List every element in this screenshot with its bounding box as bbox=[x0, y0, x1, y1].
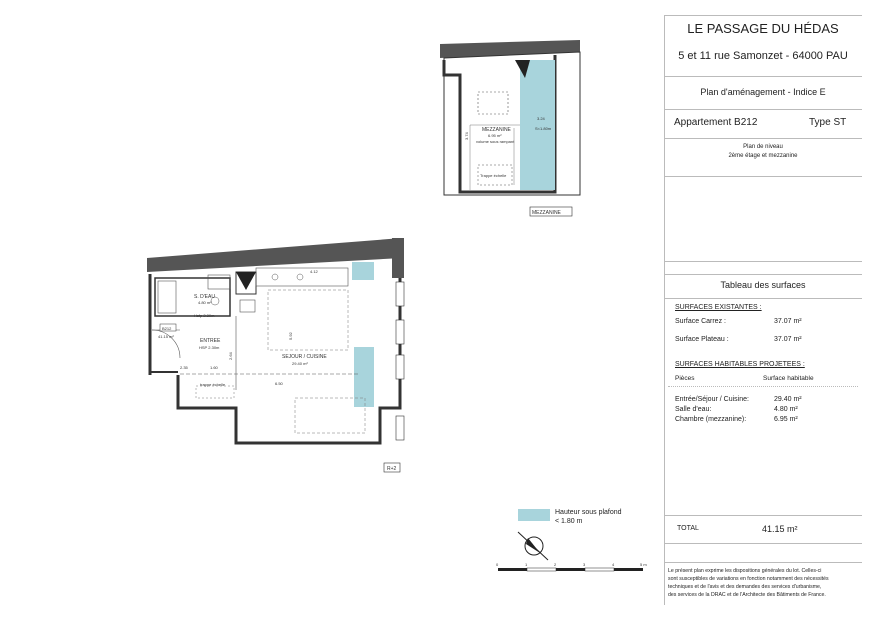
level-plan bbox=[147, 238, 404, 472]
col-rooms: Pièces bbox=[675, 375, 695, 382]
scale-tick: 2 bbox=[554, 562, 557, 567]
level-line2: 2ème étage et mezzanine bbox=[728, 153, 798, 159]
apartment-label: Appartement B212 bbox=[674, 117, 758, 128]
carrez-value: 37.07 m² bbox=[774, 318, 802, 325]
low-ceiling-zone-1 bbox=[352, 262, 374, 280]
level-tag: R+2 bbox=[387, 466, 397, 472]
disclaimer bbox=[668, 567, 862, 599]
carrez-label: Surface Carrez : bbox=[675, 318, 726, 325]
dim-160: 1.60 bbox=[210, 365, 218, 370]
existing-header: SURFACES EXISTANTES : bbox=[675, 304, 762, 311]
mezz-ladder-label: Trappe échelle bbox=[480, 173, 507, 178]
north-arrow-icon bbox=[518, 532, 548, 560]
mezz-side-label: S<1.80m bbox=[535, 126, 552, 131]
living-label: SEJOUR / CUISINE bbox=[282, 354, 327, 360]
mezz-room-note: volume sous rampant bbox=[476, 139, 515, 144]
legend-text bbox=[555, 508, 622, 526]
scale-bar bbox=[496, 562, 647, 571]
room-area: 4.80 m² bbox=[774, 406, 798, 413]
disclaimer-line: Le présent plan exprime les dispositions générales du lot. Celles-ci bbox=[668, 568, 822, 574]
projected-header: SURFACES HABITABLES PROJETEES : bbox=[675, 361, 805, 368]
plan-index: Plan d'aménagement - Indice E bbox=[700, 87, 826, 97]
stair-label: trappe échelle bbox=[200, 382, 226, 387]
scale-tick: 0 bbox=[496, 562, 499, 567]
total-value: 41.15 m² bbox=[762, 524, 798, 534]
entry-label: ENTREE bbox=[200, 338, 221, 344]
disclaimer-line: des services de la DRAC et de l'Architecte des Bâtiments de France. bbox=[668, 592, 826, 598]
total-label: TOTAL bbox=[677, 525, 699, 532]
legend-line2: < 1.80 m bbox=[555, 518, 583, 525]
low-ceiling-zone-mezzanine bbox=[520, 60, 555, 190]
project-address: 5 et 11 rue Samonzet - 64000 PAU bbox=[678, 50, 848, 62]
scale-tick: 5 m bbox=[640, 562, 647, 567]
project-name: LE PASSAGE DU HÉDAS bbox=[687, 21, 839, 36]
mezz-dim-top: 3.24 bbox=[537, 116, 545, 121]
bath-hsp: Hsfp 2.30m bbox=[194, 313, 215, 318]
mezz-room-area: 6.95 m² bbox=[488, 133, 502, 138]
room-area: 6.95 m² bbox=[774, 416, 798, 423]
entry-hsp: HSP 2.30m bbox=[199, 345, 220, 350]
legend-swatch bbox=[518, 509, 550, 521]
disclaimer-line: techniques et de l'avis et des demandes des services d'urbanisme, bbox=[668, 584, 822, 590]
dim-264: 2.64 bbox=[228, 352, 233, 360]
surfaces-title: Tableau des surfaces bbox=[720, 280, 806, 290]
dim-vertical: 5.92 bbox=[288, 332, 293, 340]
mezz-room-label: MEZZANINE bbox=[482, 127, 511, 133]
disclaimer-line: sont susceptibles de variations en fonction notamment des nécessités bbox=[668, 576, 829, 582]
scale-tick: 3 bbox=[583, 562, 586, 567]
room-name: Chambre (mezzanine): bbox=[675, 416, 747, 423]
bath-label: S. D'EAU bbox=[194, 294, 215, 300]
apartment-type: Type ST bbox=[809, 117, 847, 128]
bath-area: 4.80 m² bbox=[198, 300, 212, 305]
mezzanine-plan bbox=[440, 40, 580, 216]
plateau-value: 37.07 m² bbox=[774, 336, 802, 343]
dim-650: 6.50 bbox=[275, 381, 283, 386]
dim-235: 2.35 bbox=[180, 365, 188, 370]
col-area: Surface habitable bbox=[763, 375, 814, 382]
plateau-label: Surface Plateau : bbox=[675, 336, 729, 343]
room-name: Entrée/Séjour / Cuisine: bbox=[675, 396, 749, 403]
room-name: Salle d'eau: bbox=[675, 406, 712, 413]
lot-tag: B212 bbox=[162, 326, 172, 331]
mezzanine-tag: MEZZANINE bbox=[532, 210, 561, 216]
room-area: 29.40 m² bbox=[774, 396, 802, 403]
scale-tick: 1 bbox=[525, 562, 528, 567]
scale-tick: 4 bbox=[612, 562, 615, 567]
living-area: 29.40 m² bbox=[292, 361, 308, 366]
mezz-dim-side: 3.74 bbox=[464, 132, 469, 140]
level-line1: Plan de niveau bbox=[743, 144, 783, 150]
legend-line1: Hauteur sous plafond bbox=[555, 509, 622, 516]
dim-top: 4.12 bbox=[310, 269, 318, 274]
lot-area: 41.15 m² bbox=[158, 334, 174, 339]
